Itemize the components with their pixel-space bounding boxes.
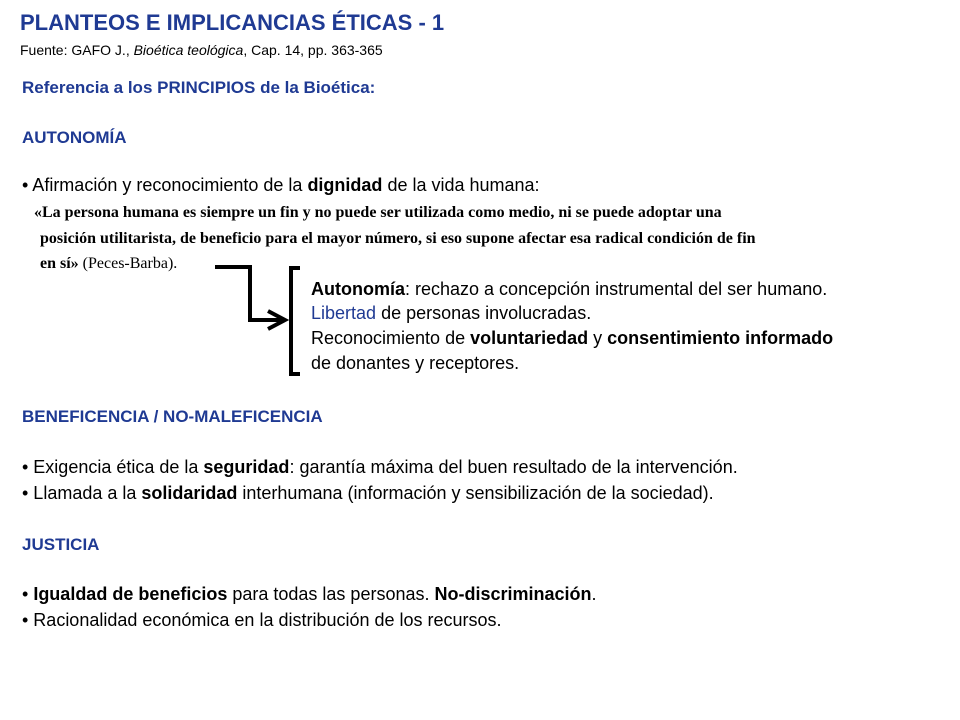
quote-author: (Peces-Barba). xyxy=(78,255,178,272)
source-prefix: Fuente: GAFO J., xyxy=(20,42,134,58)
text: • Llamada a la xyxy=(22,483,142,503)
igualdad-bold: Igualdad de beneficios xyxy=(33,584,228,604)
dignidad-bold: dignidad xyxy=(307,175,383,195)
bracket-icon xyxy=(291,268,300,374)
text: . xyxy=(591,584,597,604)
libertad-word: Libertad xyxy=(311,303,377,323)
quote-line-1: «La persona humana es siempre un fin y no puede ser utilizada como medio, ni se puede adoptar una xyxy=(34,204,722,221)
principles-reference: Referencia a los PRINCIPIOS de la Bioética: xyxy=(22,78,376,97)
text: Reconocimiento de xyxy=(311,328,471,348)
quote-end: en sí» xyxy=(40,255,79,272)
autonomia-heading: AUTONOMÍA xyxy=(22,128,127,147)
text: : garantía máxima del buen resultado de la intervención. xyxy=(289,457,738,477)
autonomia-bold: Autonomía xyxy=(311,279,405,299)
text: • Afirmación y reconocimiento de la xyxy=(22,175,308,195)
source-suffix: , Cap. 14, pp. 363-365 xyxy=(243,42,383,58)
justicia-line-2: • Racionalidad económica en la distribución de los recursos. xyxy=(22,610,502,630)
justicia-line-1 xyxy=(22,584,597,605)
text: y xyxy=(588,328,608,348)
no-discriminacion-bold: No-discriminación xyxy=(434,584,592,604)
text: interhumana (información y sensibilización de la sociedad). xyxy=(237,483,714,503)
beneficencia-heading: BENEFICENCIA / NO-MALEFICENCIA xyxy=(22,407,323,426)
solidaridad-bold: solidaridad xyxy=(141,483,238,503)
seguridad-bold: seguridad xyxy=(203,457,290,477)
consentimiento-bold: consentimiento informado xyxy=(607,328,834,348)
voluntariedad-bold: voluntariedad xyxy=(470,328,589,348)
beneficencia-line-1 xyxy=(22,457,738,478)
autonomia-sub-4: de donantes y receptores. xyxy=(311,353,520,373)
source-book: Bioética teológica xyxy=(133,42,244,58)
text: de la vida humana: xyxy=(382,175,540,195)
text: : rechazo a concepción instrumental del ser humano. xyxy=(405,279,828,299)
quote-line-2: posición utilitarista, de beneficio para el mayor número, si eso supone afectar esa radical condición de fin xyxy=(40,230,756,247)
text: de personas involucradas. xyxy=(376,303,592,323)
text: • Exigencia ética de la xyxy=(22,457,204,477)
justicia-heading: JUSTICIA xyxy=(22,535,100,554)
beneficencia-line-2 xyxy=(22,483,714,504)
text: para todas las personas. xyxy=(227,584,435,604)
text: • xyxy=(22,584,34,604)
page-title: PLANTEOS E IMPLICANCIAS ÉTICAS - 1 xyxy=(20,10,445,35)
